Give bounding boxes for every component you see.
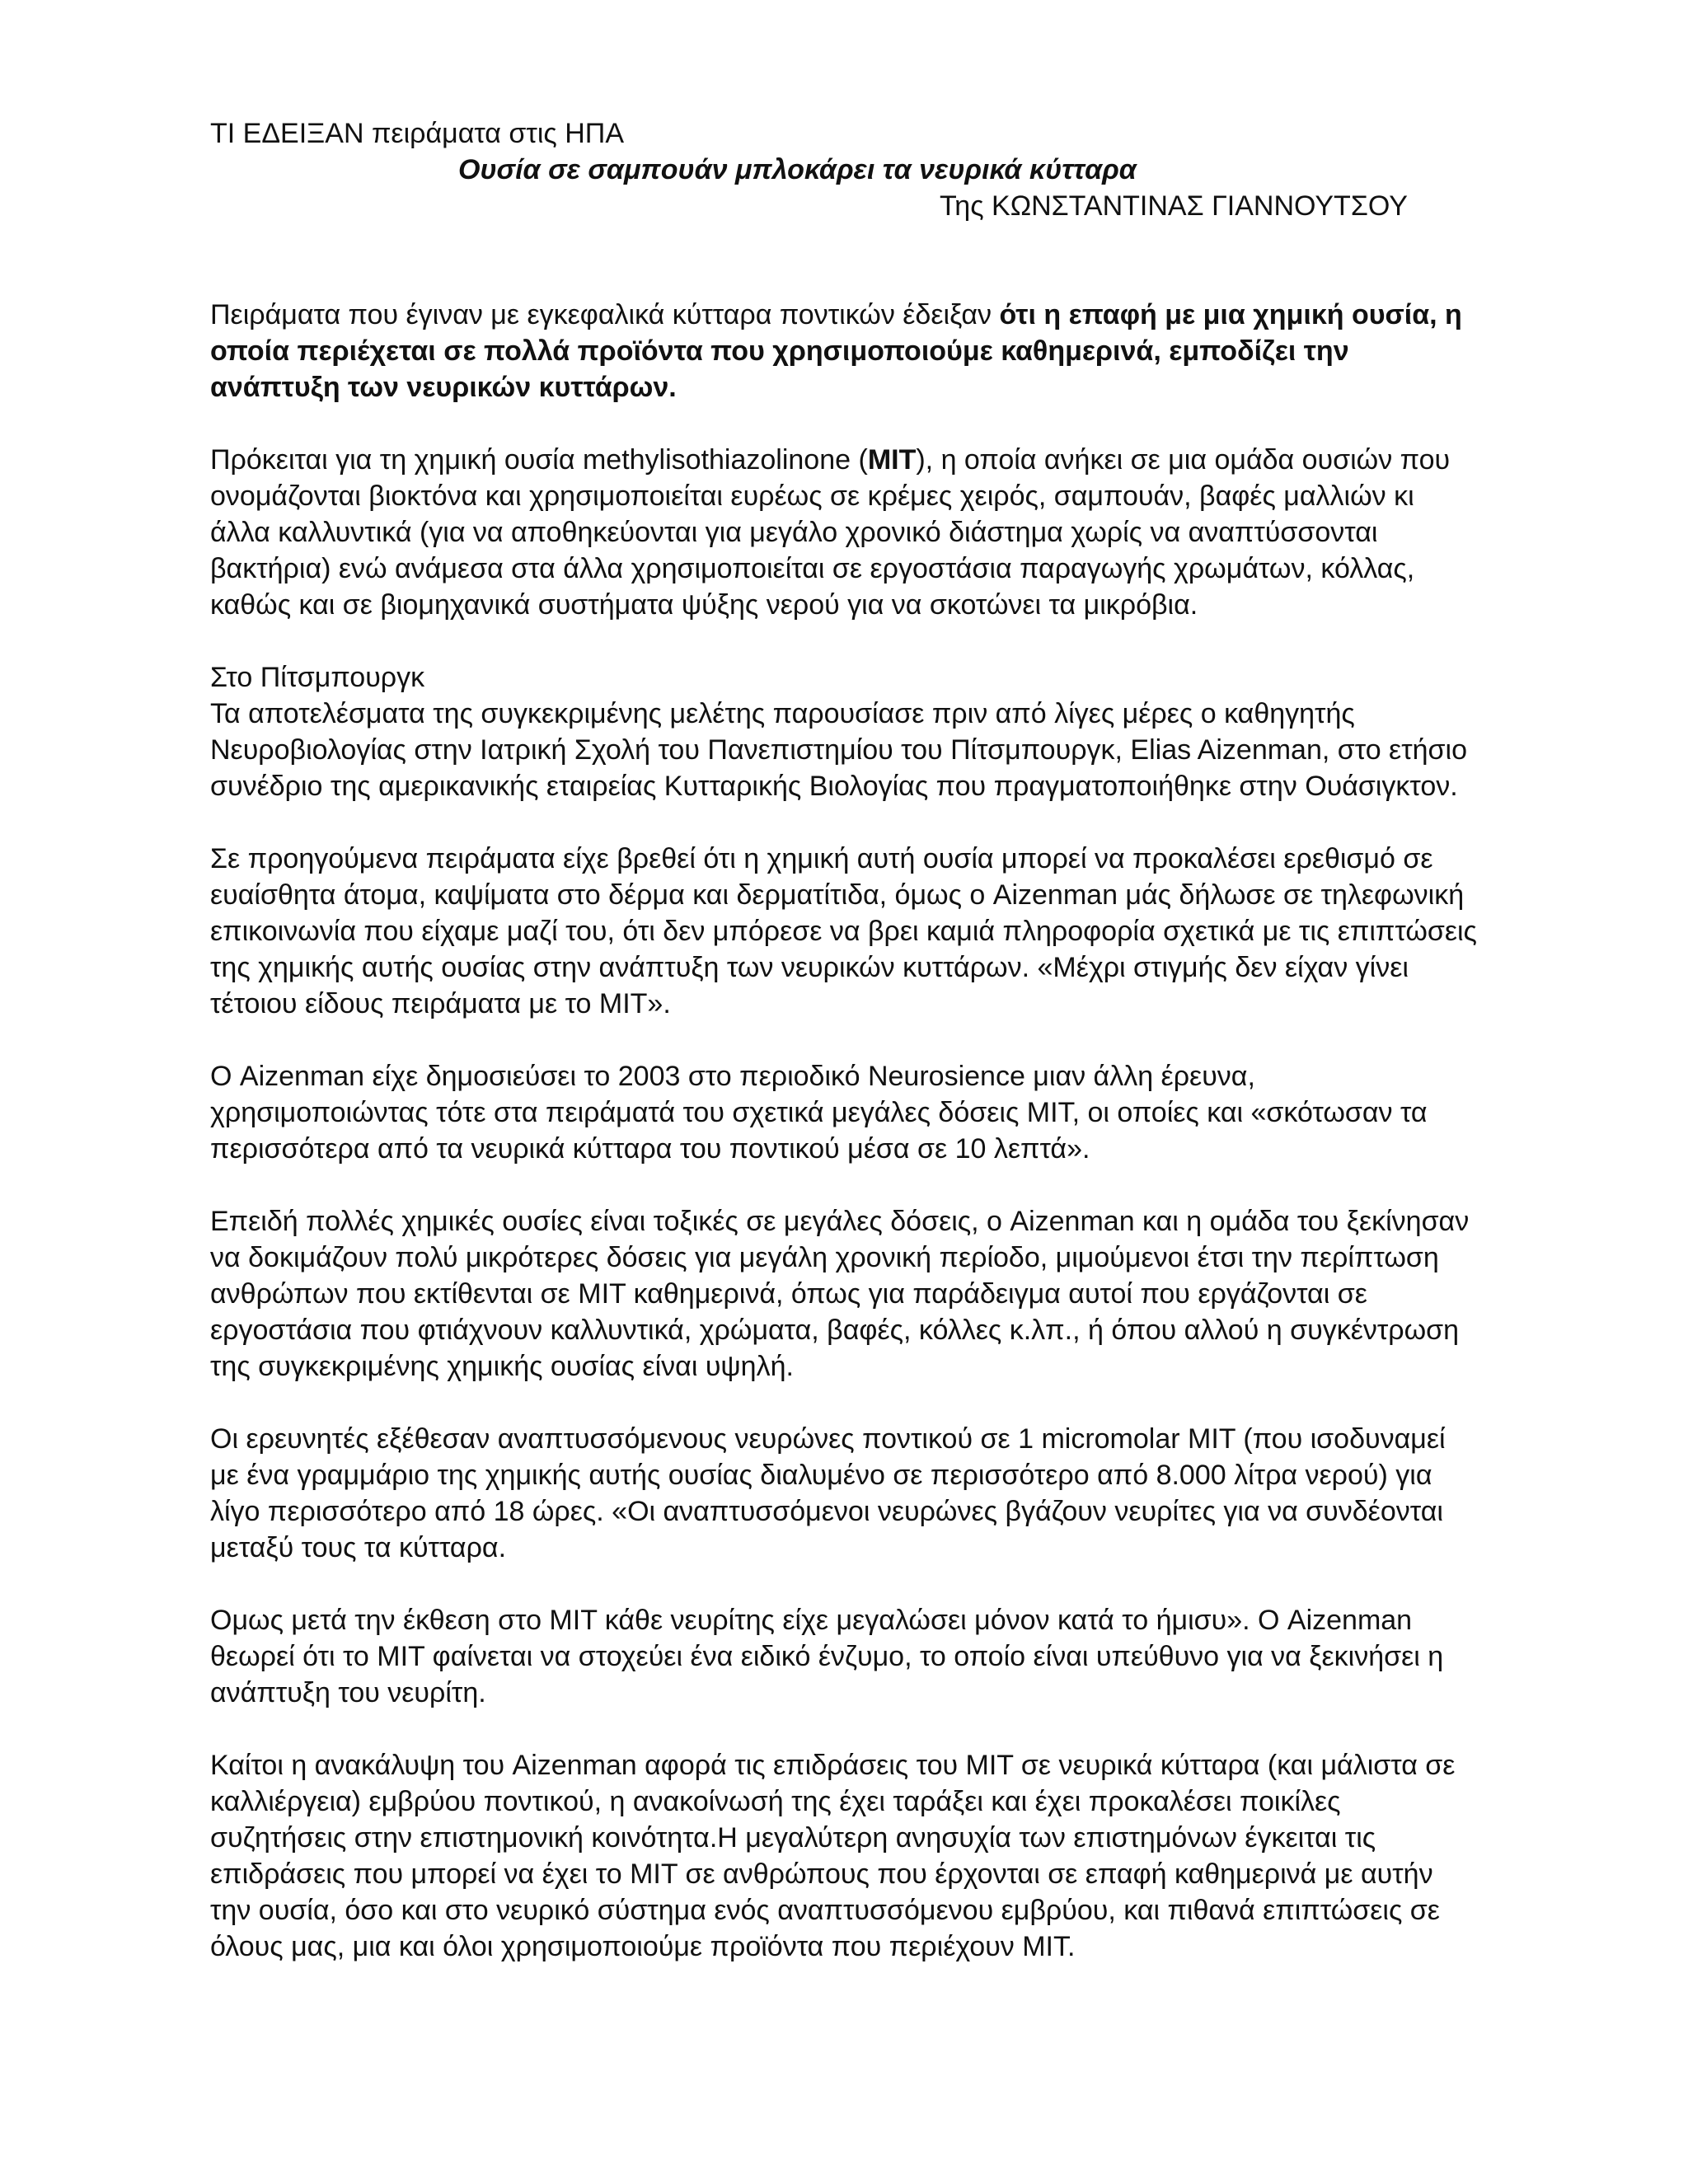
byline: Της ΚΩΝΣΤΑΝΤΙΝΑΣ ΓΙΑΝΝΟΥΤΣΟΥ (940, 190, 1408, 222)
paragraph-5: Επειδή πολλές χημικές ουσίες είναι τοξικές σε μεγάλες δόσεις, ο Aizenman και η ομάδα του ξεκίνησαν να δοκιμάζουν πολύ μικρότερες δόσεις για μεγάλη χρονική περίοδο, μιμούμενοι έτσι την περίπτωση ανθρώπων που εκτίθενται σε ΜΙΤ καθημερινά, όπως για παράδειγμα αυτοί που εργάζονται σε εργοστάσια που φτιάχνουν καλλυντικά, χρώματα, βαφές, κόλλες κ.λπ., ή όπου αλλού η συγκέντρωση της συγκεκριμένης χημικής ουσίας είναι υψηλή. (210, 1206, 1470, 1382)
headline: Ουσία σε σαμπουάν μπλοκάρει τα νευρικά κύτταρα (458, 154, 1137, 185)
p1-after: ), η οποία ανήκει σε μια ομάδα ουσιών που ονομάζονται βιοκτόνα και χρησιμοποιείται ευρέως σε κρέμες χειρός, σαμπουάν, βαφές μαλλιών κι άλλα καλλυντικά (για να αποθηκεύονται για μεγάλο χρονικό διάστημα χωρίς να αναπτύσσονται βακτήρια) ενώ ανάμεσα στα άλλα χρησιμοποιείται σε εργοστάσια παραγωγής χρωμάτων, κόλλας, καθώς και σε βιομηχανικά συστήματα ψύξης νερού για να σκοτώνει τα μικρόβια. (210, 444, 1451, 621)
article (210, 115, 1479, 2001)
subhead: Στο Πίτσμπουργκ (210, 662, 425, 693)
paragraph-1 (210, 442, 1479, 623)
p1-before: Πρόκειται για τη χημική ουσία methylisothiazolinone ( (210, 444, 868, 476)
paragraph-3: Σε προηγούμενα πειράματα είχε βρεθεί ότι η χημική αυτή ουσία μπορεί να προκαλέσει ερεθισμό σε ευαίσθητα άτομα, καψίματα στο δέρμα και δερματίτιδα, όμως ο Aizenman μάς δήλωσε σε τηλεφωνική επικοινωνία που είχαμε μαζί του, ότι δεν μπόρεσε να βρει καμιά πληροφορία σχετικά με τις επιπτώσεις της χημικής αυτής ουσίας στην ανάπτυξη των νευρικών κυττάρων. «Μέχρι στιγμής δεν είχαν γίνει τέτοιου είδους πειράματα με το ΜΙΤ». (210, 843, 1477, 1019)
paragraph-6: Οι ερευνητές εξέθεσαν αναπτυσσόμενους νευρώνες ποντικού σε 1 micromolar ΜΙΤ (που ισοδυναμεί με ένα γραμμάριο της χημικής αυτής ουσίας διαλυμένο σε περισσότερο από 8.000 λίτρα νερού) για λίγο περισσότερο από 18 ώρες. «Οι αναπτυσσόμενοι νευρώνες βγάζουν νευρίτες για να συνδέονται μεταξύ τους τα κύτταρα. (210, 1423, 1446, 1563)
paragraph-8: Καίτοι η ανακάλυψη του Aizenman αφορά τις επιδράσεις του ΜΙΤ σε νευρικά κύτταρα (και μάλιστα σε καλλιέργεια) εμβρύου ποντικού, η ανακοίνωσή της έχει ταράξει και έχει προκαλέσει ποικίλες συζητήσεις στην επιστημονική κοινότητα.Η μεγαλύτερη ανησυχία των επιστημόνων έγκειται τις επιδράσεις που μπορεί να έχει το ΜΙΤ σε ανθρώπους που έρχονται σε επαφή καθημερινά με αυτήν την ουσία, όσο και στο νευρικό σύστημα ενός αναπτυσσόμενου εμβρύου, και πιθανά επιπτώσεις σε όλους μας, μια και όλοι χρησιμοποιούμε προϊόντα που περιέχουν ΜΙΤ. (210, 1750, 1456, 1962)
lead-intro: Πειράματα που έγιναν με εγκεφαλικά κύτταρα ποντικών έδειξαν (210, 299, 1000, 330)
lead-paragraph (210, 297, 1479, 405)
paragraph-4: Ο Aizenman είχε δημοσιεύσει το 2003 στο περιοδικό Neurosience μιαν άλλη έρευνα, χρησιμοποιώντας τότε στα πειράματά του σχετικά μεγάλες δόσεις ΜΙΤ, οι οποίες και «σκότωσαν τα περισσότερα από τα νευρικά κύτταρα του ποντικού μέσα σε 10 λεπτά». (210, 1061, 1428, 1165)
kicker: ΤΙ ΕΔΕΙΞΑΝ πειράματα στις ΗΠΑ (210, 118, 624, 149)
paragraph-2: Τα αποτελέσματα της συγκεκριμένης μελέτης παρουσίασε πριν από λίγες μέρες ο καθηγητής Νευροβιολογίας στην Ιατρική Σχολή του Πανεπιστημίου του Πίτσμπουργκ, Elias Aizenman, στο ετήσιο συνέδριο της αμερικανικής εταιρείας Κυτταρικής Βιολογίας που πραγματοποιήθηκε στην Ουάσιγκτον. (210, 698, 1468, 802)
paragraph-7: Ομως μετά την έκθεση στο ΜΙΤ κάθε νευρίτης είχε μεγαλώσει μόνον κατά το ήμισυ». Ο Aizenman θεωρεί ότι το ΜΙΤ φαίνεται να στοχεύει ένα ειδικό ένζυμο, το οποίο είναι υπεύθυνο για να ξεκινήσει η ανάπτυξη του νευρίτη. (210, 1605, 1444, 1708)
p1-bold: MIT (867, 444, 917, 476)
lead-bold: ότι η επαφή με μια χημική ουσία, η οποία περιέχεται σε πολλά προϊόντα που χρησιμοποιούμε καθημερινά, εμποδίζει την ανάπτυξη των νευρικών κυττάρων. (210, 299, 1462, 403)
